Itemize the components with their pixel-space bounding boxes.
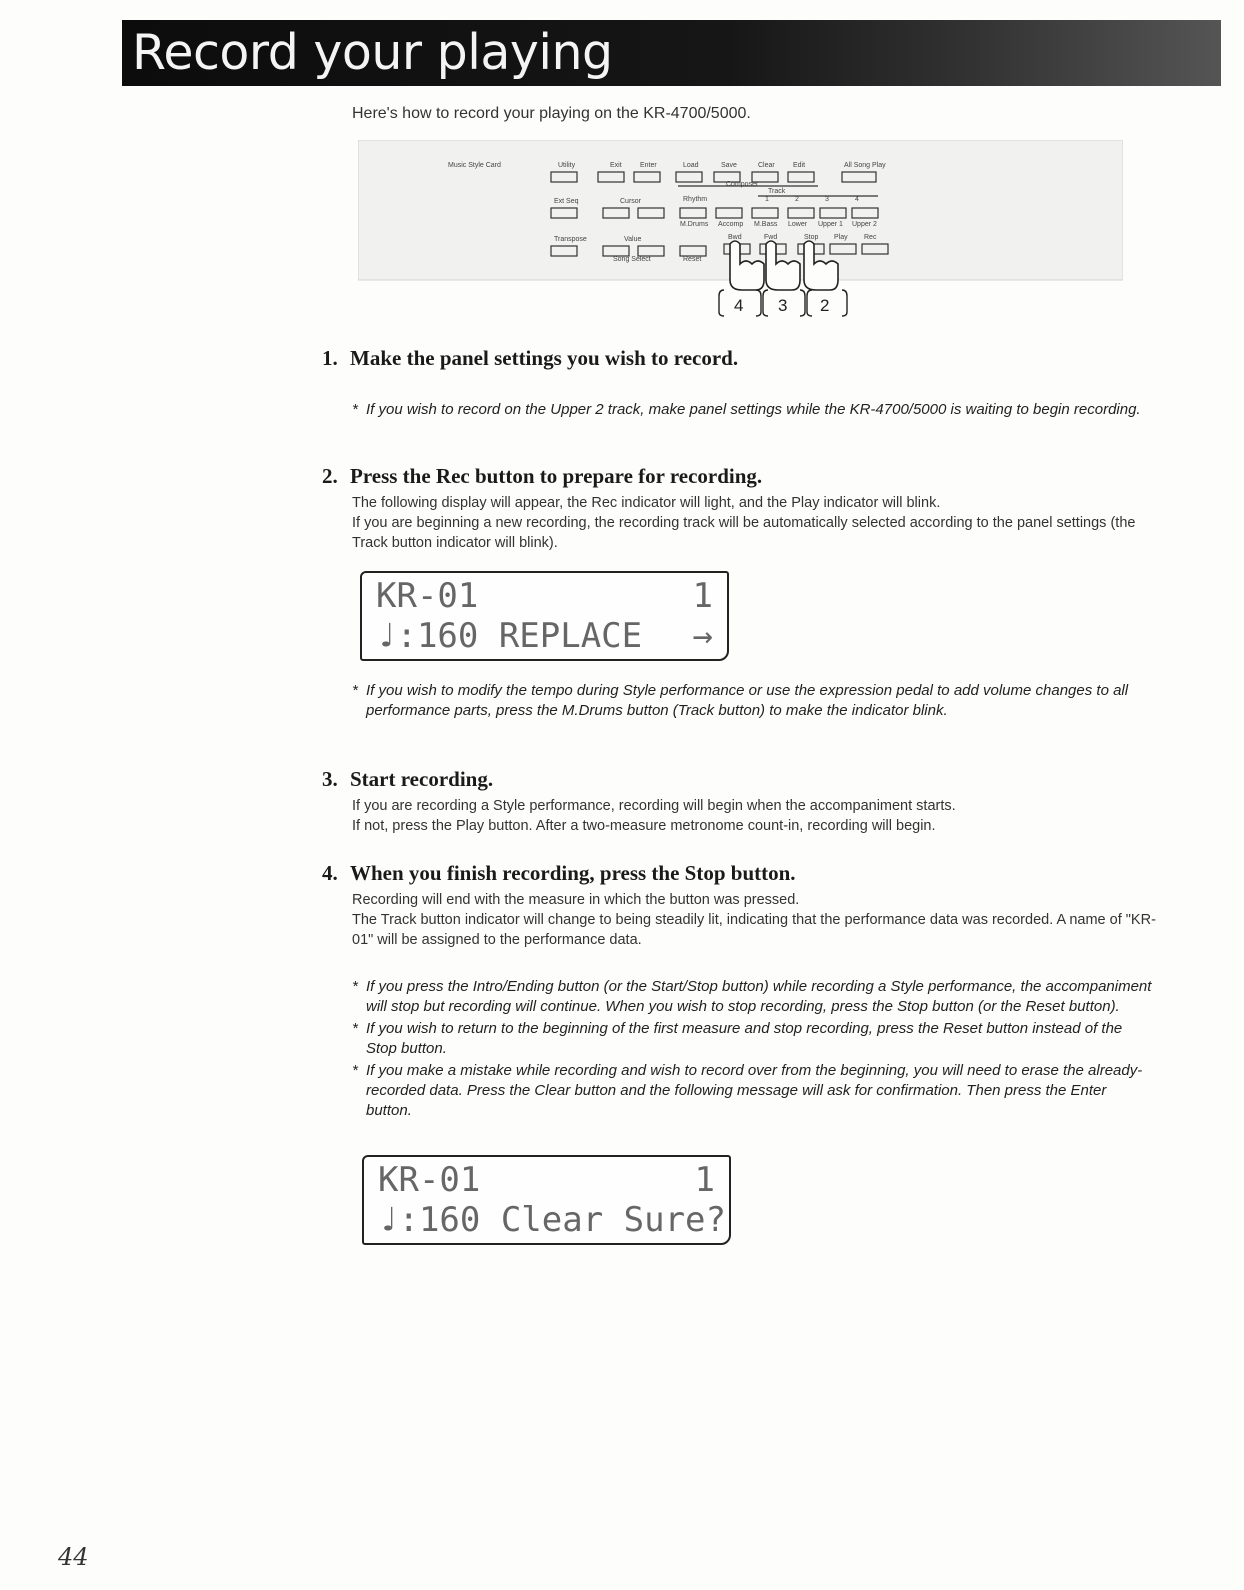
label-lower: Lower	[788, 221, 808, 228]
note-item: * If you wish to return to the beginning of the first measure and stop recording, press the Reset button instead of the Stop button.	[352, 1020, 1123, 1057]
label-load: Load	[683, 162, 699, 169]
label-rhythm: Rhythm	[683, 196, 708, 203]
label-cursor: Cursor	[620, 198, 642, 205]
label-track: Track	[768, 188, 786, 195]
step-3-body	[352, 796, 1162, 836]
step-1-title: Make the panel settings you wish to record.	[350, 346, 739, 370]
label-upper2: Upper 2	[852, 221, 877, 228]
step-4-number: 4.	[322, 861, 338, 885]
step-3-number: 3.	[322, 767, 338, 791]
label-song-select: Song Select	[613, 256, 651, 263]
callout-4: 4	[734, 296, 744, 315]
note-item: * If you make a mistake while recording and wish to record over from the beginning, you will need to erase the already-recorded data. Press the Clear button and the following message will ask for confirmation. Then press the Enter button.	[352, 1062, 1143, 1119]
label-stop: Stop	[804, 234, 819, 241]
label-track-3: 3	[825, 196, 829, 203]
page-title: Record your playing	[132, 24, 613, 81]
arrow-right-icon: →	[692, 616, 713, 656]
label-upper1: Upper 1	[818, 221, 843, 228]
step-1-number: 1.	[322, 346, 338, 370]
step-2-body	[352, 493, 1162, 553]
label-transpose: Transpose	[554, 236, 587, 243]
label-play: Play	[834, 234, 848, 241]
step-4-notes	[352, 977, 1152, 1123]
step-2-notes	[352, 681, 1152, 723]
step-4-paragraph: Recording will end with the measure in which the button was pressed.	[352, 892, 800, 908]
step-4-paragraph: The Track button indicator will change to being steadily lit, indicating that the performance data was recorded. A name of "KR-01" will be assigned to the performance data.	[352, 912, 1156, 948]
label-m-bass: M.Bass	[754, 221, 778, 228]
label-fwd: Fwd	[764, 234, 778, 241]
intro-text: Here's how to record your playing on the KR-4700/5000.	[352, 105, 751, 122]
step-3-title: Start recording.	[350, 767, 494, 791]
label-music-style-card: Music Style Card	[448, 162, 501, 169]
step-4-title: When you finish recording, press the Stop button.	[350, 861, 796, 885]
step-1	[322, 346, 1162, 371]
step-2-heading	[322, 464, 1162, 489]
label-value: Value	[624, 236, 642, 243]
label-clear: Clear	[758, 162, 775, 169]
label-composer: Composer	[726, 181, 759, 188]
note-item: * If you wish to modify the tempo during Style performance or use the expression pedal to add volume changes to all performance parts, press the M.Drums button (Track button) to make the indicator blink.	[352, 682, 1129, 719]
step-4	[322, 861, 1162, 950]
label-rec: Rec	[864, 234, 877, 241]
label-all-song-play: All Song Play	[844, 162, 886, 169]
step-2-number: 2.	[322, 464, 338, 488]
label-accomp: Accomp	[718, 221, 744, 228]
label-reset: Reset	[683, 256, 702, 263]
step-3-heading	[322, 767, 1162, 792]
lcd-display-clear-sure: KR-01 1 ♩:160 Clear Sure?	[362, 1155, 731, 1245]
label-exit: Exit	[610, 162, 622, 169]
note-item: * If you wish to record on the Upper 2 track, make panel settings while the KR-4700/5000 is waiting to begin recording.	[352, 401, 1141, 418]
step-2-title: Press the Rec button to prepare for recording.	[350, 464, 763, 488]
label-save: Save	[721, 162, 737, 169]
lcd-display-replace: KR-01 1 ♩:160 REPLACE →	[360, 571, 729, 661]
note-item: * If you press the Intro/Ending button (or the Start/Stop button) while recording a Style performance, the accompaniment will stop but recording will continue. When you wish to stop recording, press the Stop button (or the Reset button).	[352, 978, 1152, 1015]
step-2	[322, 464, 1162, 553]
label-track-4: 4	[855, 196, 859, 203]
step-1-heading	[322, 346, 1162, 371]
step-4-heading	[322, 861, 1162, 886]
step-3-paragraph: If not, press the Play button. After a two-measure metronome count-in, recording will begin.	[352, 818, 936, 834]
panel-diagram	[358, 140, 1123, 325]
label-track-1: 1	[765, 196, 769, 203]
step-2-paragraph: If you are beginning a new recording, the recording track will be automatically selected according to the panel settings (the Track button indicator will blink).	[352, 515, 1136, 551]
label-edit: Edit	[793, 162, 806, 169]
step-3-paragraph: If you are recording a Style performance, recording will begin when the accompaniment starts.	[352, 798, 956, 814]
callout-3: 3	[778, 296, 788, 315]
label-utility: Utility	[558, 162, 576, 169]
step-1-notes	[352, 400, 1152, 422]
label-enter: Enter	[640, 162, 657, 169]
panel-illustration	[358, 140, 1123, 325]
label-bwd: Bwd	[728, 234, 742, 241]
step-2-paragraph: The following display will appear, the Rec indicator will light, and the Play indicator will blink.	[352, 495, 941, 511]
label-m-drums: M.Drums	[680, 221, 709, 228]
label-ext-seq: Ext Seq	[554, 198, 579, 205]
label-track-2: 2	[795, 196, 799, 203]
page-number: 44	[58, 1543, 89, 1571]
step-3	[322, 767, 1162, 836]
title-banner	[122, 20, 1221, 86]
callout-2: 2	[820, 296, 830, 315]
step-4-body	[352, 890, 1162, 950]
